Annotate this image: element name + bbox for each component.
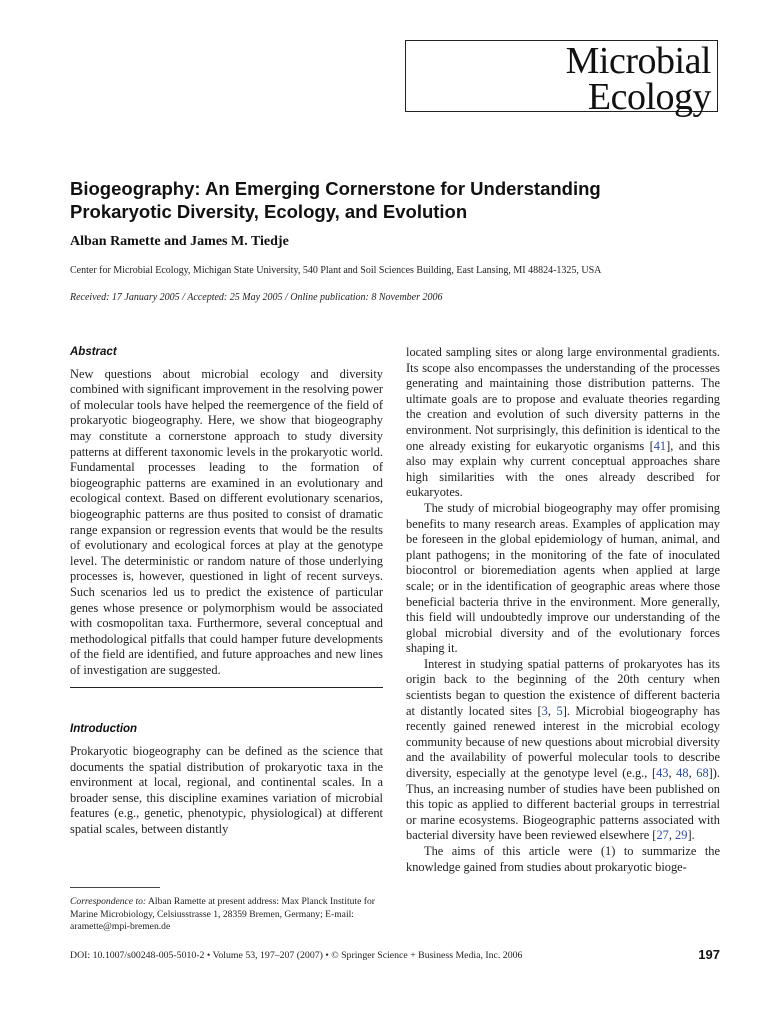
journal-logo-box bbox=[405, 40, 718, 118]
introduction-text: Prokaryotic biogeography can be defined as the science that documents the spatial distribution of prokaryotic taxa in the environment at local, regional, and continental scales. In a broader sense, this discipline examines variation of microbial features (e.g., genetic, phenotypic, physiological) at different spatial scales, between distantly bbox=[70, 744, 383, 837]
body-paragraph-1 bbox=[406, 345, 720, 501]
article-title-line2: Prokaryotic Diversity, Ecology, and Evolution bbox=[70, 201, 468, 222]
body-paragraph-1-text-b: ], and this also may explain why current conceptual approaches share high similarities with the ones already described for eukaryotes. bbox=[406, 438, 720, 500]
reference-link[interactable]: 27 bbox=[656, 828, 669, 843]
page-number: 197 bbox=[698, 947, 720, 962]
reference-separator: , bbox=[547, 703, 557, 718]
abstract-text: New questions about microbial ecology and diversity combined with significant improvement in the resolving power of molecular tools have helped the reemergence of the field of prokaryotic biogeography. Here, we show that biogeography may constitute a cornerstone approach to study diversity patterns at different taxonomic levels in the prokaryotic world. Fundamental processes leading to the formation of biogeographic patterns are examined in an evolutionary and ecological context. Based on different evolutionary scenarios, biogeographic patterns are thus posited to consist of dramatic range expansion or regression events that would be the results of evolutionary and ecological forces at play at the genotype level. The deterministic or random nature of those underlying processes is, however, questioned in light of recent surveys. Such scenarios led us to predict the existence of particular genes whose presence or polymorphism would be associated with cosmopolitan taxa. Furthermore, several conceptual and methodological pitfalls that could hamper future developments of the field are identified, and future approaches and new lines of investigation are suggested. bbox=[70, 366, 383, 677]
correspondence-body: Alban Ramette at present address: Max Planck Institute for Marine Microbiology, Celsiusstrasse 1, 28359 Bremen, Germany; E-mail: aramette@mpi-bremen.de bbox=[70, 896, 375, 932]
abstract-heading: Abstract bbox=[70, 346, 117, 358]
correspondence-text bbox=[70, 896, 383, 934]
body-paragraph-3-text-c: ]. Microbial biogeography has recently gained renewed interest in the microbial ecology community because of new questions about microbial diversity and the availability of powerful molecular tools to describe diversity, especially at the genotype level (e.g., [ bbox=[406, 703, 720, 781]
correspondence-label: Correspondence to: bbox=[70, 896, 147, 907]
reference-link[interactable]: 3 bbox=[541, 703, 548, 718]
footnote-divider bbox=[70, 887, 160, 888]
reference-separator: , bbox=[668, 766, 677, 781]
reference-link[interactable]: 43 bbox=[656, 766, 669, 781]
body-paragraph-4: The aims of this article were (1) to summarize the knowledge gained from studies about prokaryotic bioge- bbox=[406, 844, 720, 874]
article-title-line1: Biogeography: An Emerging Cornerstone for Understanding bbox=[70, 178, 601, 199]
publication-dates: Received: 17 January 2005 / Accepted: 25 May 2005 / Online publication: 8 November 2006 bbox=[70, 292, 443, 303]
reference-link[interactable]: 48 bbox=[676, 766, 689, 781]
body-paragraph-3 bbox=[406, 657, 720, 844]
article-title bbox=[70, 177, 730, 223]
left-column bbox=[70, 345, 383, 838]
reference-link[interactable]: 5 bbox=[556, 703, 563, 718]
body-paragraph-3-text-a: Interest in studying spatial patterns of prokaryotes has its origin back to the beginning of the 20th century when scientists began to question the existence of different bacteria at distantly located sites [ bbox=[406, 656, 720, 718]
reference-link[interactable]: 68 bbox=[696, 766, 709, 781]
affiliation: Center for Microbial Ecology, Michigan State University, 540 Plant and Soil Sciences Building, East Lansing, MI 48824-1325, USA bbox=[70, 265, 602, 276]
authors: Alban Ramette and James M. Tiedje bbox=[70, 234, 289, 249]
journal-name-line1: Microbial bbox=[565, 40, 711, 82]
abstract-divider bbox=[70, 687, 383, 688]
body-paragraph-3-text-f: ]). Thus, an increasing number of studies have been published on this topic as applied to different bacterial groups in terrestrial or marine ecosystems. Biogeographic patterns associated with bacterial diversity have been reviewed elsewhere [ bbox=[406, 766, 720, 843]
correspondence-footnote bbox=[70, 887, 383, 934]
introduction-heading: Introduction bbox=[70, 723, 138, 736]
reference-link[interactable]: 41 bbox=[653, 438, 667, 453]
body-paragraph-2: The study of microbial biogeography may offer promising benefits to many research areas. Examples of application may be foreseen in the global epidemiology of human, animal, and plant pathogens; in the monitoring of the fate of inoculated biocontrol or bioremediation agents when applied at large scale; or in the identification of geographic areas where those beneficial bacteria thrive in the environment. More generally, this field will undoubtedly improve our understanding of the global microbial diversity and of the evolutionary forces shaping it. bbox=[406, 500, 720, 656]
journal-name-line2: Ecology bbox=[587, 76, 711, 118]
footer-citation: DOI: 10.1007/s00248-005-5010-2 • Volume 53, 197–207 (2007) • © Springer Science + Business Media, Inc. 2006 bbox=[70, 950, 523, 961]
body-paragraph-1-text-a: located sampling sites or along large environmental gradients. Its scope also encompasses the understanding of the processes generating and maintaining those distribution patterns. The ultimate goals are to propose and evaluate theories regarding the creation and evolution of such diversity patterns in the environment. Not surprisingly, this definition is identical to the one already existing for eukaryotic organisms [ bbox=[406, 345, 720, 453]
reference-separator: , bbox=[688, 766, 697, 781]
reference-link[interactable]: 29 bbox=[675, 828, 688, 843]
body-paragraph-3-text-h: ]. bbox=[687, 828, 695, 843]
reference-separator: , bbox=[668, 828, 676, 843]
journal-name bbox=[565, 40, 711, 118]
right-column bbox=[406, 345, 720, 875]
